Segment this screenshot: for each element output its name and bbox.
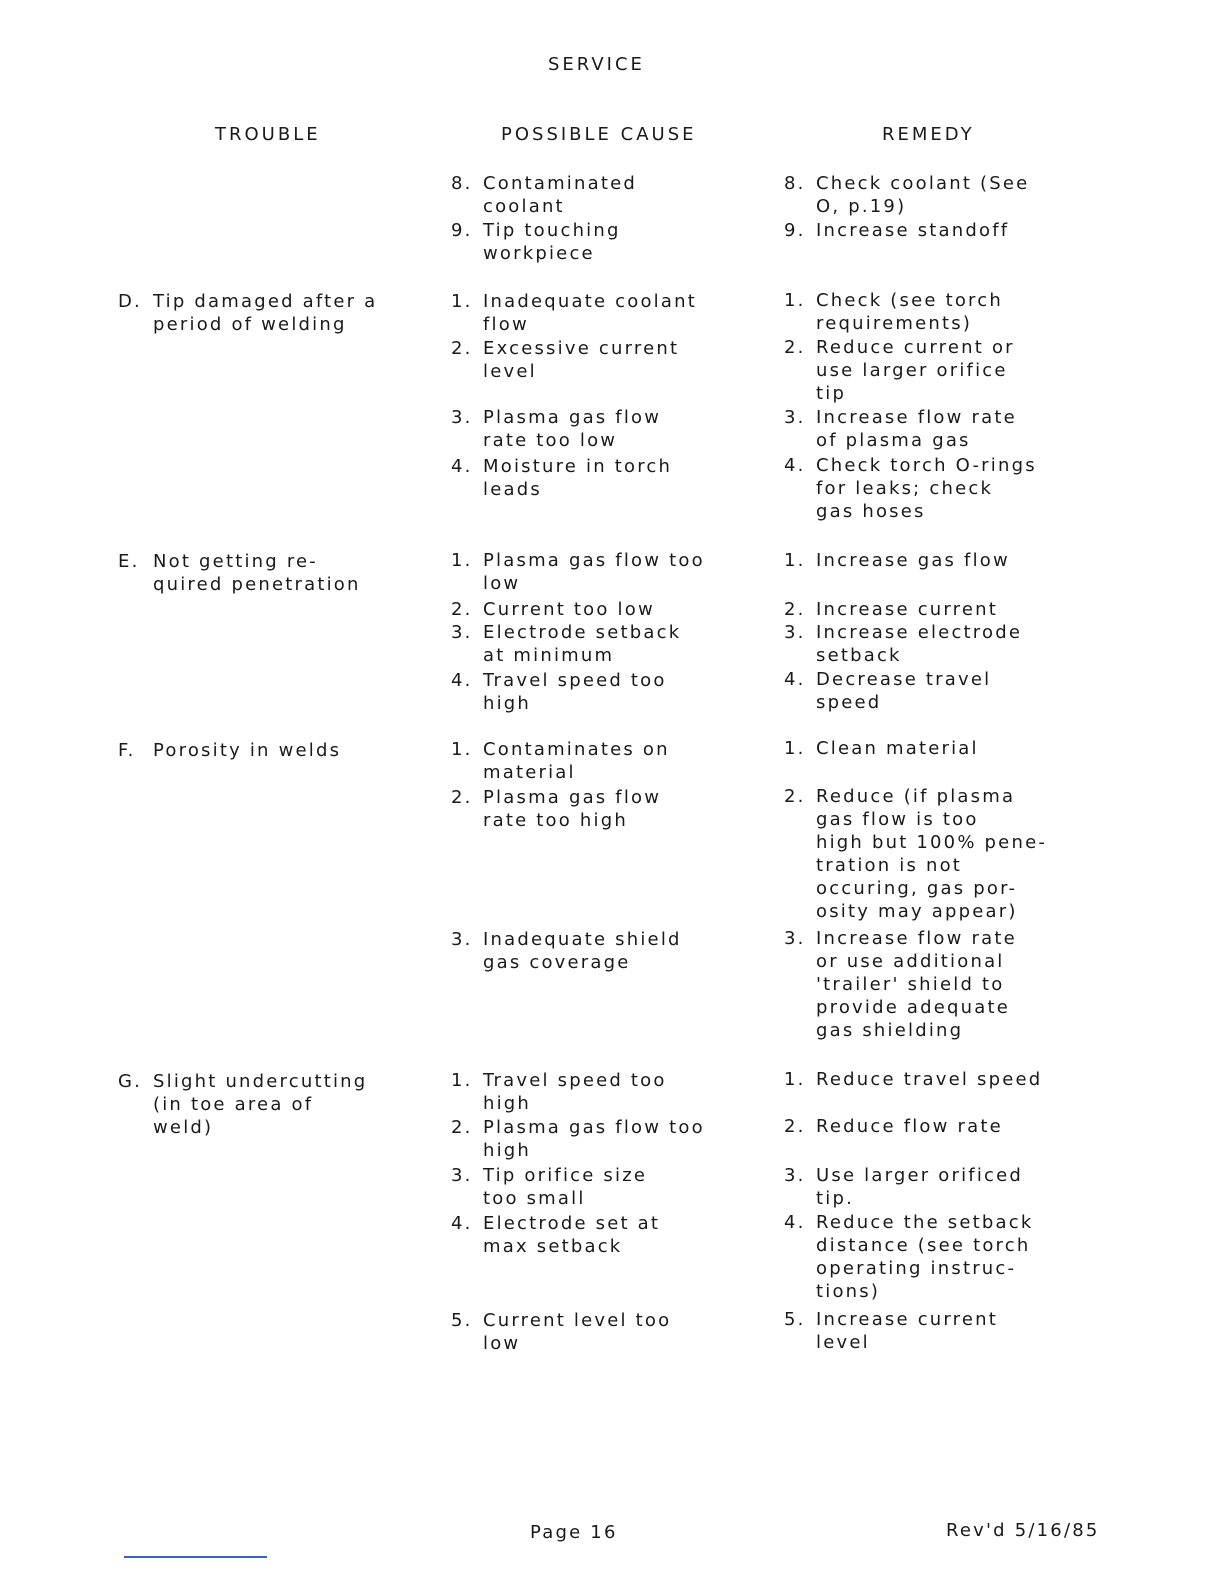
trouble-column-header: TROUBLE: [215, 124, 321, 145]
remedy-item-number: 3.: [784, 1165, 806, 1186]
cause-item-cE2: [451, 598, 655, 621]
trouble-item-tE: [118, 550, 361, 596]
remedy-item-rF2: [784, 785, 1047, 923]
cause-item-number: 4.: [451, 670, 473, 691]
remedy-item-line: of plasma gas: [816, 430, 971, 451]
cause-item-line: Contaminated: [483, 173, 638, 194]
remedy-item-line: Increase flow rate: [816, 928, 1017, 949]
remedy-item-line: Increase current: [816, 599, 999, 620]
cause-item-line: coolant: [483, 196, 565, 217]
remedy-item-r9: [784, 219, 1009, 242]
cause-item-line: Plasma gas flow too: [483, 1117, 705, 1138]
remedy-item-line: Reduce current or: [816, 337, 1015, 358]
page-title: SERVICE: [548, 54, 645, 75]
cause-item-cG1: [451, 1069, 667, 1115]
trouble-item-number: G.: [118, 1071, 143, 1092]
cause-item-line: Tip orifice size: [483, 1165, 648, 1186]
cause-item-number: 2.: [451, 599, 473, 620]
cause-item-number: 3.: [451, 929, 473, 950]
remedy-item-rE1: [784, 549, 1010, 572]
cause-item-number: 3.: [451, 622, 473, 643]
remedy-item-number: 2.: [784, 1116, 806, 1137]
remedy-item-number: 5.: [784, 1309, 806, 1330]
cause-item-line: Inadequate shield: [483, 929, 682, 950]
trouble-item-line: (in toe area of: [153, 1094, 314, 1115]
remedy-item-line: operating instruc-: [816, 1258, 1017, 1279]
cause-item-line: high: [483, 1093, 532, 1114]
cause-item-number: 1.: [451, 739, 473, 760]
remedy-item-rE3: [784, 621, 1022, 667]
cause-item-line: Contaminates on: [483, 739, 670, 760]
remedy-item-line: Reduce (if plasma: [816, 786, 1016, 807]
remedy-item-line: Increase flow rate: [816, 407, 1017, 428]
cause-item-number: 1.: [451, 550, 473, 571]
remedy-item-line: gas flow is too: [816, 809, 979, 830]
cause-item-line: Current too low: [483, 599, 655, 620]
cause-item-number: 9.: [451, 220, 473, 241]
cause-item-line: rate too low: [483, 430, 618, 451]
cause-item-line: low: [483, 573, 521, 594]
cause-item-line: Inadequate coolant: [483, 291, 697, 312]
cause-item-line: Travel speed too: [483, 670, 667, 691]
cause-item-cE4: [451, 669, 667, 715]
remedy-item-rD1: [784, 289, 1003, 335]
cause-item-number: 3.: [451, 407, 473, 428]
cause-item-line: flow: [483, 314, 529, 335]
remedy-column-header: REMEDY: [882, 124, 975, 145]
trouble-item-line: quired penetration: [153, 574, 361, 595]
cause-item-number: 4.: [451, 1213, 473, 1234]
page-number: Page 16: [530, 1522, 618, 1543]
remedy-item-r8: [784, 172, 1029, 218]
cause-item-line: Moisture in torch: [483, 456, 673, 477]
cause-item-cE3: [451, 621, 681, 667]
cause-column-header: POSSIBLE CAUSE: [501, 124, 697, 145]
remedy-item-rG2: [784, 1115, 1003, 1138]
remedy-item-line: Increase gas flow: [816, 550, 1010, 571]
cause-item-c9: [451, 219, 621, 265]
cause-item-line: Excessive current: [483, 338, 680, 359]
remedy-item-line: Use larger orificed: [816, 1165, 1024, 1186]
remedy-item-line: or use additional: [816, 951, 1005, 972]
remedy-item-line: distance (see torch: [816, 1235, 1031, 1256]
cause-item-line: Electrode set at: [483, 1213, 661, 1234]
remedy-item-rF3: [784, 927, 1017, 1042]
cause-item-line: Tip touching: [483, 220, 621, 241]
remedy-item-rG1: [784, 1068, 1042, 1091]
remedy-item-line: speed: [816, 692, 882, 713]
cause-item-line: high: [483, 1140, 532, 1161]
remedy-item-number: 2.: [784, 337, 806, 358]
footer-rule: [124, 1556, 267, 1558]
trouble-item-number: D.: [118, 291, 142, 312]
remedy-item-line: occuring, gas por-: [816, 878, 1018, 899]
cause-item-line: Plasma gas flow: [483, 787, 662, 808]
remedy-item-number: 4.: [784, 1212, 806, 1233]
remedy-item-line: osity may appear): [816, 901, 1018, 922]
cause-item-cD1: [451, 290, 697, 336]
remedy-item-line: use larger orifice: [816, 360, 1008, 381]
cause-item-line: rate too high: [483, 810, 628, 831]
remedy-item-line: Decrease travel: [816, 669, 992, 690]
trouble-item-tD: [118, 290, 377, 336]
remedy-item-rE4: [784, 668, 991, 714]
cause-item-cF2: [451, 786, 661, 832]
remedy-item-line: Check torch O-rings: [816, 455, 1037, 476]
cause-item-number: 4.: [451, 456, 473, 477]
cause-item-line: Current level too: [483, 1310, 672, 1331]
remedy-item-number: 2.: [784, 786, 806, 807]
cause-item-cD3: [451, 406, 661, 452]
remedy-item-number: 1.: [784, 550, 806, 571]
trouble-item-line: Tip damaged after a: [153, 291, 378, 312]
trouble-item-tF: [118, 739, 341, 762]
remedy-item-line: Check coolant (See: [816, 173, 1030, 194]
cause-item-line: workpiece: [483, 243, 595, 264]
remedy-item-line: tip: [816, 383, 847, 404]
remedy-item-line: tration is not: [816, 855, 963, 876]
remedy-item-line: gas hoses: [816, 501, 926, 522]
cause-item-line: leads: [483, 479, 542, 500]
cause-item-line: level: [483, 361, 537, 382]
remedy-item-line: Increase current: [816, 1309, 999, 1330]
trouble-item-line: weld): [153, 1117, 214, 1138]
remedy-item-line: 'trailer' shield to: [816, 974, 1005, 995]
remedy-item-number: 3.: [784, 407, 806, 428]
remedy-item-rF1: [784, 737, 979, 760]
cause-item-number: 5.: [451, 1310, 473, 1331]
remedy-item-line: Increase standoff: [816, 220, 1010, 241]
cause-item-cD2: [451, 337, 679, 383]
trouble-item-tG: [118, 1070, 367, 1139]
remedy-item-number: 9.: [784, 220, 806, 241]
cause-item-number: 1.: [451, 1070, 473, 1091]
cause-item-cG4: [451, 1212, 660, 1258]
remedy-item-number: 4.: [784, 669, 806, 690]
remedy-item-line: Reduce flow rate: [816, 1116, 1003, 1137]
cause-item-cG3: [451, 1164, 647, 1210]
remedy-item-line: Reduce travel speed: [816, 1069, 1043, 1090]
remedy-item-number: 3.: [784, 928, 806, 949]
cause-item-line: gas coverage: [483, 952, 631, 973]
cause-item-number: 2.: [451, 1117, 473, 1138]
remedy-item-line: setback: [816, 645, 902, 666]
remedy-item-line: level: [816, 1332, 870, 1353]
cause-item-number: 1.: [451, 291, 473, 312]
remedy-item-line: tip.: [816, 1188, 855, 1209]
remedy-item-number: 2.: [784, 599, 806, 620]
remedy-item-line: gas shielding: [816, 1020, 964, 1041]
cause-item-line: Travel speed too: [483, 1070, 667, 1091]
remedy-item-number: 1.: [784, 738, 806, 759]
cause-item-cF1: [451, 738, 670, 784]
remedy-item-line: tions): [816, 1281, 881, 1302]
trouble-item-number: F.: [118, 740, 136, 761]
remedy-item-line: Clean material: [816, 738, 979, 759]
cause-item-line: Plasma gas flow too: [483, 550, 705, 571]
cause-item-number: 8.: [451, 173, 473, 194]
remedy-item-rG3: [784, 1164, 1023, 1210]
revision-date: Rev'd 5/16/85: [946, 1520, 1100, 1541]
remedy-item-number: 1.: [784, 1069, 806, 1090]
remedy-item-number: 1.: [784, 290, 806, 311]
remedy-item-number: 8.: [784, 173, 806, 194]
cause-item-number: 2.: [451, 787, 473, 808]
remedy-item-line: Reduce the setback: [816, 1212, 1034, 1233]
remedy-item-number: 3.: [784, 622, 806, 643]
trouble-item-line: Slight undercutting: [153, 1071, 368, 1092]
remedy-item-number: 4.: [784, 455, 806, 476]
cause-item-line: max setback: [483, 1236, 623, 1257]
remedy-item-rE2: [784, 598, 998, 621]
cause-item-line: high: [483, 693, 532, 714]
cause-item-cD4: [451, 455, 672, 501]
cause-item-line: Plasma gas flow: [483, 407, 662, 428]
cause-item-number: 2.: [451, 338, 473, 359]
remedy-item-line: Check (see torch: [816, 290, 1003, 311]
cause-item-cF3: [451, 928, 682, 974]
remedy-item-rG4: [784, 1211, 1033, 1303]
remedy-item-rD3: [784, 406, 1017, 452]
cause-item-line: material: [483, 762, 576, 783]
remedy-item-rD2: [784, 336, 1015, 405]
cause-item-line: Electrode setback: [483, 622, 682, 643]
cause-item-c8: [451, 172, 637, 218]
cause-item-cG5: [451, 1309, 671, 1355]
remedy-item-line: O, p.19): [816, 196, 907, 217]
trouble-item-line: period of welding: [153, 314, 347, 335]
cause-item-line: too small: [483, 1188, 586, 1209]
remedy-item-line: for leaks; check: [816, 478, 994, 499]
remedy-item-line: requirements): [816, 313, 973, 334]
remedy-item-rD4: [784, 454, 1037, 523]
trouble-item-number: E.: [118, 551, 140, 572]
trouble-item-line: Not getting re-: [153, 551, 319, 572]
remedy-item-rG5: [784, 1308, 998, 1354]
remedy-item-line: provide adequate: [816, 997, 1011, 1018]
cause-item-line: low: [483, 1333, 521, 1354]
cause-item-line: at minimum: [483, 645, 615, 666]
trouble-item-line: Porosity in welds: [153, 740, 342, 761]
remedy-item-line: Increase electrode: [816, 622, 1023, 643]
remedy-item-line: high but 100% pene-: [816, 832, 1048, 853]
cause-item-cG2: [451, 1116, 705, 1162]
cause-item-number: 3.: [451, 1165, 473, 1186]
cause-item-cE1: [451, 549, 705, 595]
